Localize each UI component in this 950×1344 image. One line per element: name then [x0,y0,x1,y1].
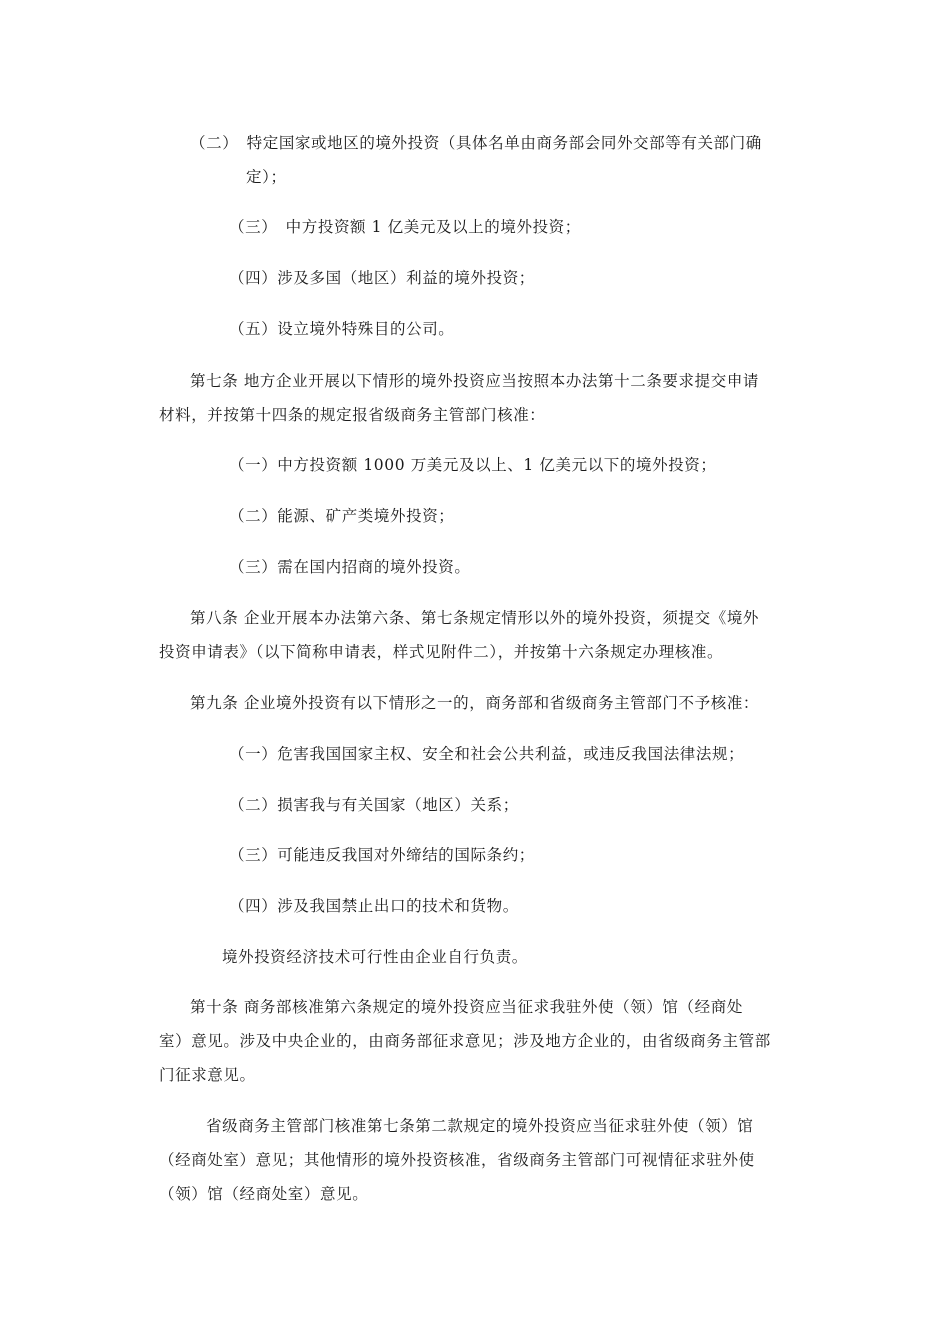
list-item-4-multinational-interest: （四）涉及多国（地区）利益的境外投资； [229,269,535,287]
provincial-approval-line-2: （经商处室）意见；其他情形的境外投资核准，省级商务主管部门可视情征求驻外使 [159,1151,755,1169]
list-item-2-specific-countries-line-1: （二） 特定国家或地区的境外投资（具体名单由商务部会同外交部等有关部门确 [190,134,762,152]
article-8-line-1: 第八条 企业开展本办法第六条、第七条规定情形以外的境外投资，须提交《境外 [190,609,760,627]
article-10-line-1: 第十条 商务部核准第六条规定的境外投资应当征求我驻外使（领）馆（经商处 [190,998,743,1016]
article-10-line-3: 门征求意见。 [159,1066,256,1084]
article-9-item-3: （三）可能违反我国对外缔结的国际条约； [229,846,535,864]
feasibility-responsibility-note: 境外投资经济技术可行性由企业自行负责。 [222,948,528,966]
list-item-3-investment-amount: （三） 中方投资额 1 亿美元及以上的境外投资； [229,218,581,236]
article-7-item-3: （三）需在国内招商的境外投资。 [229,558,471,576]
article-9-item-4: （四）涉及我国禁止出口的技术和货物。 [229,897,519,915]
provincial-approval-line-3: （领）馆（经商处室）意见。 [159,1185,369,1203]
provincial-approval-line-1: 省级商务主管部门核准第七条第二款规定的境外投资应当征求驻外使（领）馆 [206,1117,754,1135]
article-7-item-2: （二）能源、矿产类境外投资； [229,507,455,525]
list-item-5-special-purpose-company: （五）设立境外特殊目的公司。 [229,320,455,338]
list-item-2-specific-countries-line-2: 定）； [246,168,287,186]
article-9-item-1: （一）危害我国国家主权、安全和社会公共利益，或违反我国法律法规； [229,745,745,763]
article-9-intro: 第九条 企业境外投资有以下情形之一的，商务部和省级商务主管部门不予核准： [190,694,760,712]
article-7-item-1: （一）中方投资额 1000 万美元及以上、1 亿美元以下的境外投资； [229,456,717,474]
article-7-line-1: 第七条 地方企业开展以下情形的境外投资应当按照本办法第十二条要求提交申请 [190,372,760,390]
article-9-item-2: （二）损害我与有关国家（地区）关系； [229,796,519,814]
article-8-line-2: 投资申请表》（以下简称申请表，样式见附件二），并按第十六条规定办理核准。 [159,643,724,661]
article-7-line-2: 材料，并按第十四条的规定报省级商务主管部门核准： [159,406,546,424]
article-10-line-2: 室）意见。涉及中央企业的，由商务部征求意见；涉及地方企业的，由省级商务主管部 [159,1032,771,1050]
